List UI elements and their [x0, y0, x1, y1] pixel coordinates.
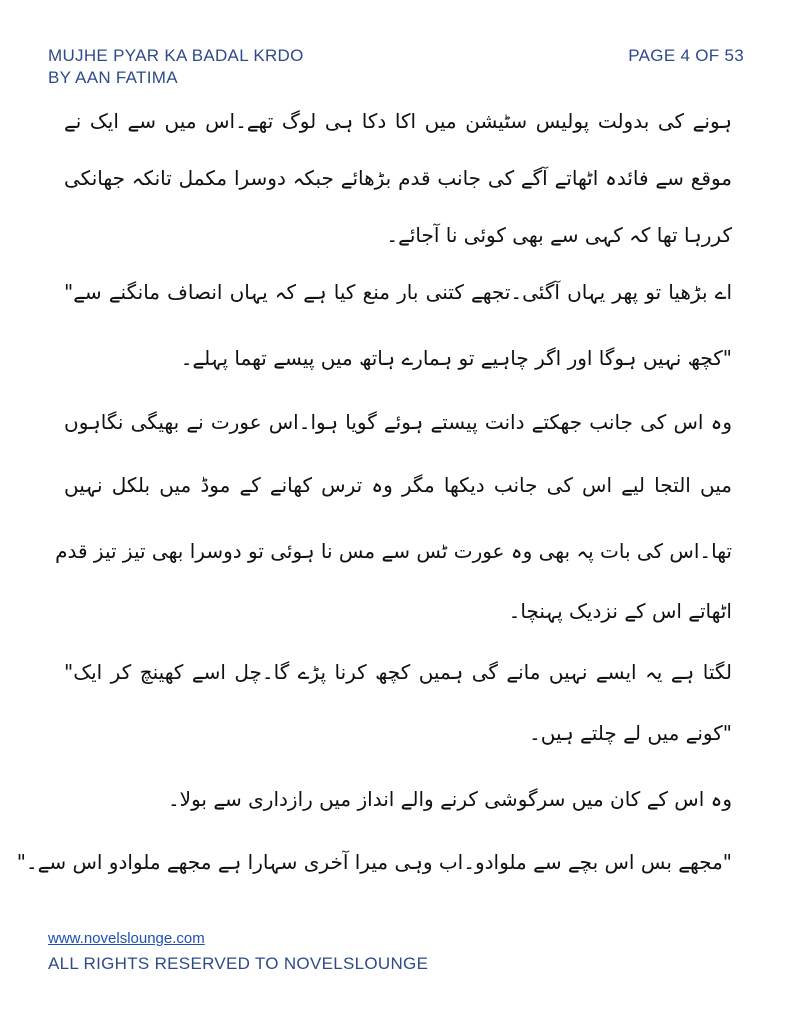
- website-link[interactable]: www.novelslounge.com: [48, 930, 205, 947]
- page-number: PAGE 4 OF 53: [628, 46, 744, 65]
- text-line: لگتا ہے یہ ایسے نہیں مانے گی ہمیں کچھ کرنا پڑے گا۔چل اسے کھینچ کر ایک": [64, 660, 732, 684]
- text-line: موقع سے فائدہ اٹھاتے آگے کی جانب قدم بڑھائے جبکہ دوسرا مکمل تانکہ جھانکی: [64, 166, 733, 190]
- text-line: کررہا تھا کہ کہی سے بھی کوئی نا آجائے۔: [386, 223, 732, 247]
- text-line: وہ اس کے کان میں سرگوشی کرنے والے انداز میں رازداری سے بولا۔: [167, 787, 732, 811]
- text-line: اٹھاتے اس کے نزدیک پہنچا۔: [508, 599, 732, 623]
- text-line: میں التجا لیے اس کی جانب دیکھا مگر وہ ترس کھانے کے موڈ میں بلکل نہیں: [64, 473, 732, 497]
- text-line: تھا۔اس کی بات پہ بھی وہ عورت ٹس سے مس نا ہوئی تو دوسرا بھی تیز تیز قدم: [55, 539, 732, 563]
- novel-title: MUJHE PYAR KA BADAL KRDO: [48, 46, 304, 65]
- text-line: "مجھے بس اس بچے سے ملوادو۔اب وہی میرا آخری سہارا ہے مجھے ملوادو اس سے۔": [16, 850, 732, 874]
- rights-notice: ALL RIGHTS RESERVED TO NOVELSLOUNGE: [48, 954, 429, 973]
- text-line: "کچھ نہیں ہوگا اور اگر چاہیے تو ہمارے ہاتھ میں پیسے تھما پہلے۔: [180, 346, 732, 370]
- text-line: "کونے میں لے چلتے ہیں۔: [529, 721, 732, 745]
- text-line: اے بڑھیا تو پھر یہاں آگئی۔تجھے کتنی بار منع کیا ہے کہ یہاں انصاف مانگنے سے": [64, 280, 732, 304]
- text-line: ہونے کی بدولت پولیس سٹیشن میں اکا دکا ہی لوگ تھے۔اس میں سے ایک نے: [64, 109, 732, 133]
- text-line: وہ اس کی جانب جھکتے دانت پیستے ہوئے گویا ہوا۔اس عورت نے بھیگی نگاہوں: [64, 410, 732, 434]
- author-name: BY AAN FATIMA: [48, 68, 178, 87]
- page-footer: [48, 930, 428, 974]
